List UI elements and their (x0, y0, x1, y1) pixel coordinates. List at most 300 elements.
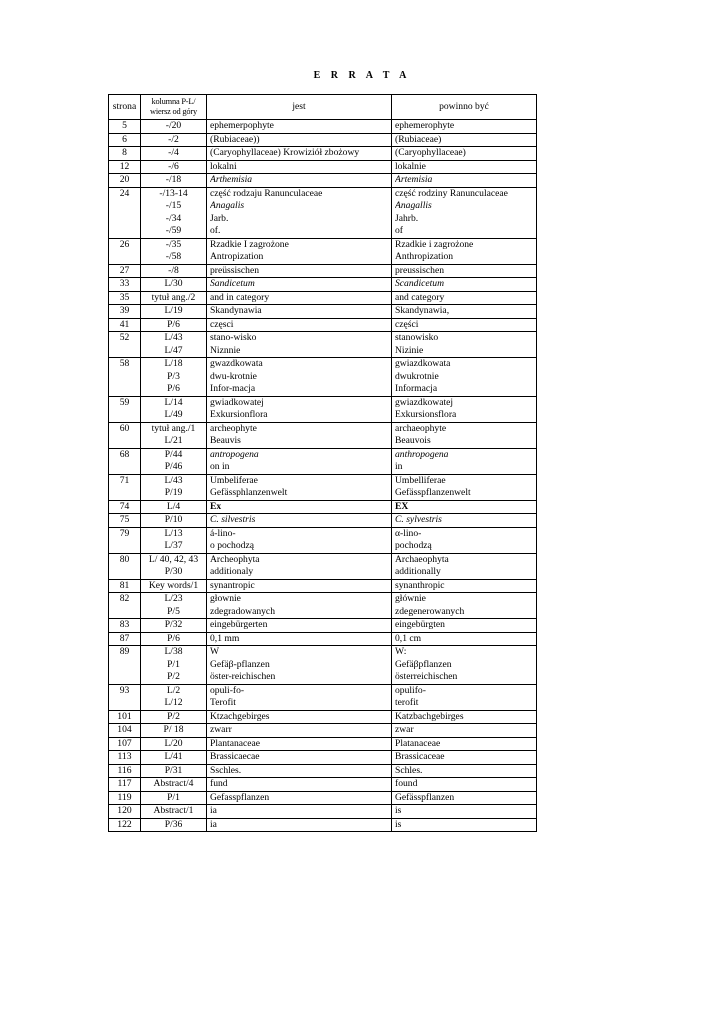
cell-line: Platanaceae (395, 737, 441, 749)
table-row (109, 291, 537, 305)
cell-line: -/58 (165, 251, 182, 262)
table-row (109, 619, 537, 633)
cell-line: lokalni (210, 160, 237, 172)
cell-jest (207, 305, 392, 319)
cell-strona: 117 (109, 778, 141, 792)
cell-line: Terofit (210, 697, 236, 708)
cell-strona: 71 (109, 474, 141, 500)
cell-line: Rzadkie I zagrożone (210, 238, 289, 250)
cell-line: lokalnie (395, 160, 426, 172)
cell-strona: 39 (109, 305, 141, 319)
cell-line: L/47 (164, 344, 183, 356)
cell-line: L/43 (164, 474, 183, 486)
cell-line: L/13 (164, 527, 183, 539)
cell-line: is (395, 818, 402, 830)
cell-powinno (392, 318, 537, 332)
cell-line: C. sylvestris (395, 514, 442, 525)
cell-kolumna (141, 474, 207, 500)
cell-line: zwarr (210, 724, 232, 735)
cell-line: Sandicetum (210, 278, 255, 289)
cell-jest (207, 684, 392, 710)
cell-strona: 89 (109, 646, 141, 685)
cell-kolumna (141, 318, 207, 332)
cell-jest (207, 332, 392, 358)
cell-line: P/6 (167, 632, 180, 644)
cell-strona: 35 (109, 291, 141, 305)
cell-line: część rodzaju Ranunculaceae (210, 187, 323, 199)
cell-jest (207, 632, 392, 646)
cell-line: stano-wisko (210, 332, 257, 343)
cell-line: P/ 18 (163, 724, 184, 735)
table-row (109, 500, 537, 514)
cell-line: ephemerpophyte (210, 120, 274, 131)
cell-line: tytuł ang./2 (151, 291, 196, 303)
cell-line: of. (210, 225, 221, 236)
cell-kolumna (141, 805, 207, 819)
cell-line: is (395, 805, 402, 816)
cell-line: Nizinie (395, 344, 424, 356)
cell-line: L/49 (164, 409, 183, 420)
cell-jest (207, 147, 392, 161)
cell-line: (Rubiaceae) (395, 133, 442, 145)
table-row (109, 646, 537, 685)
cell-powinno (392, 710, 537, 724)
cell-line: gwazdkowata (210, 358, 263, 369)
cell-line: L/ 40, 42, 43 (148, 553, 199, 565)
cell-line: P/2 (167, 710, 180, 722)
cell-line: (Caryophyllaceae) (395, 147, 466, 158)
cell-line: dwu-krotnie (210, 370, 257, 382)
cell-line: Jahrb. (395, 212, 419, 224)
cell-kolumna (141, 579, 207, 593)
cell-kolumna (141, 818, 207, 832)
cell-line: P/44 (164, 448, 183, 460)
cell-line: antropogena (210, 448, 259, 460)
table-row (109, 751, 537, 765)
cell-line: -/8 (168, 264, 179, 276)
table-row (109, 684, 537, 710)
cell-powinno (392, 737, 537, 751)
cell-strona: 107 (109, 737, 141, 751)
cell-kolumna (141, 358, 207, 397)
cell-line: Informacja (395, 383, 438, 394)
cell-kolumna (141, 553, 207, 579)
cell-line: L/23 (164, 593, 183, 604)
cell-line: -/2 (168, 133, 179, 145)
table-row (109, 160, 537, 174)
cell-line: P/46 (164, 461, 183, 472)
cell-powinno (392, 160, 537, 174)
cell-line: P/31 (164, 764, 183, 776)
cell-line: of (395, 225, 403, 236)
cell-powinno (392, 278, 537, 292)
cell-powinno (392, 120, 537, 134)
cell-strona: 93 (109, 684, 141, 710)
cell-kolumna (141, 120, 207, 134)
cell-powinno (392, 593, 537, 619)
cell-jest (207, 778, 392, 792)
cell-strona: 8 (109, 147, 141, 161)
cell-strona: 122 (109, 818, 141, 832)
cell-jest (207, 791, 392, 805)
cell-line: zdegradowanych (210, 605, 275, 617)
cell-strona: 33 (109, 278, 141, 292)
cell-kolumna (141, 332, 207, 358)
cell-line: Gefäβpflanzen (395, 658, 452, 670)
cell-line: ia (210, 818, 217, 830)
cell-line: Abstract/1 (153, 805, 194, 816)
cell-powinno (392, 646, 537, 685)
header-strona: strona (109, 95, 141, 120)
table-row (109, 358, 537, 397)
cell-line: C. silvestris (210, 514, 256, 525)
table-row (109, 422, 537, 448)
cell-jest (207, 514, 392, 528)
cell-jest (207, 710, 392, 724)
cell-line: L/20 (164, 737, 183, 749)
table-row (109, 724, 537, 738)
cell-line: preussischen (395, 264, 445, 276)
cell-powinno (392, 264, 537, 278)
cell-strona: 104 (109, 724, 141, 738)
cell-line: L/12 (164, 697, 183, 708)
cell-jest (207, 264, 392, 278)
cell-kolumna (141, 593, 207, 619)
cell-line: opuli-fo- (210, 684, 245, 696)
cell-line: Rzadkie i zagrożone (395, 238, 474, 250)
cell-strona: 5 (109, 120, 141, 134)
cell-line: -/6 (168, 160, 179, 172)
cell-line: o pochodzą (210, 540, 254, 551)
cell-line: 0,1 cm (395, 632, 422, 644)
cell-jest (207, 448, 392, 474)
cell-jest (207, 291, 392, 305)
cell-line: L/37 (164, 540, 183, 551)
cell-line: P/3 (167, 370, 180, 382)
cell-line: preüssischen (210, 264, 260, 276)
cell-line: -/35 (165, 238, 182, 250)
page-title: E R R A T A (313, 70, 411, 81)
cell-kolumna (141, 160, 207, 174)
table-row (109, 147, 537, 161)
cell-line: P/30 (164, 566, 183, 577)
cell-jest (207, 422, 392, 448)
cell-strona: 116 (109, 764, 141, 778)
cell-powinno (392, 619, 537, 633)
cell-line: Gefässpflanzenwelt (395, 487, 471, 498)
cell-powinno (392, 751, 537, 765)
cell-line: Jarb. (210, 212, 229, 224)
cell-jest (207, 646, 392, 685)
cell-line: Gefasspflanzen (210, 791, 270, 803)
cell-powinno (392, 818, 537, 832)
cell-powinno (392, 358, 537, 397)
cell-line: Scandicetum (395, 278, 445, 289)
cell-line: L/21 (164, 435, 183, 446)
cell-kolumna (141, 422, 207, 448)
cell-line: on in (210, 461, 230, 472)
cell-jest (207, 500, 392, 514)
cell-jest (207, 396, 392, 422)
cell-strona: 20 (109, 174, 141, 188)
cell-line: gwiazdkowata (395, 358, 451, 369)
table-row (109, 396, 537, 422)
cell-kolumna (141, 133, 207, 147)
cell-line: tytuł ang./1 (151, 422, 196, 434)
cell-kolumna (141, 764, 207, 778)
cell-line: P/6 (167, 318, 180, 330)
cell-line: Plantanaceae (210, 737, 261, 749)
cell-line: P/1 (167, 791, 180, 803)
cell-line: P/6 (167, 383, 180, 394)
header-jest: jest (207, 95, 392, 120)
table-row (109, 527, 537, 553)
cell-line: gwiadkowatej (210, 396, 264, 408)
table-row (109, 238, 537, 264)
cell-powinno (392, 514, 537, 528)
cell-jest (207, 474, 392, 500)
cell-strona: 52 (109, 332, 141, 358)
cell-jest (207, 358, 392, 397)
errata-table (108, 94, 537, 832)
cell-line: -/13-14 (159, 187, 188, 199)
table-row (109, 632, 537, 646)
cell-line: in (395, 461, 403, 472)
cell-jest (207, 818, 392, 832)
cell-powinno (392, 527, 537, 553)
table-row (109, 305, 537, 319)
cell-line: P/36 (164, 818, 183, 830)
table-row (109, 278, 537, 292)
cell-powinno (392, 174, 537, 188)
table-row (109, 805, 537, 819)
cell-kolumna (141, 684, 207, 710)
cell-line: L/4 (166, 500, 181, 512)
table-row (109, 818, 537, 832)
cell-line: and in category (210, 291, 270, 303)
cell-line: Exkursionsflora (395, 409, 457, 420)
cell-line: Niznnie (210, 344, 241, 356)
cell-kolumna (141, 619, 207, 633)
cell-line: -/15 (165, 200, 182, 211)
cell-line: found (395, 778, 418, 789)
cell-strona: 83 (109, 619, 141, 633)
cell-jest (207, 278, 392, 292)
cell-line: EX (395, 500, 409, 512)
cell-powinno (392, 684, 537, 710)
cell-line: część rodziny Ranunculaceae (395, 187, 508, 199)
cell-line: á-lino- (210, 527, 236, 539)
table-row (109, 448, 537, 474)
table-row (109, 710, 537, 724)
cell-jest (207, 751, 392, 765)
cell-powinno (392, 238, 537, 264)
cell-line: opulifo- (395, 684, 426, 696)
cell-line: P/19 (164, 487, 183, 498)
cell-line: Arthemisia (210, 174, 253, 185)
cell-jest (207, 160, 392, 174)
cell-line: P/5 (167, 605, 180, 617)
cell-line: -/4 (168, 147, 179, 158)
cell-line: Infor-macja (210, 383, 256, 394)
cell-line: P/2 (167, 671, 180, 682)
header-kolumna-line1: kolumna P-L/ (151, 97, 196, 106)
cell-line: Schles. (395, 764, 423, 776)
cell-line: Ktzachgebirges (210, 710, 270, 722)
cell-line: głownie (210, 593, 241, 604)
cell-strona: 80 (109, 553, 141, 579)
cell-kolumna (141, 710, 207, 724)
cell-line: dwukrotnie (395, 370, 439, 382)
cell-line: -/34 (165, 212, 182, 224)
cell-line: fund (210, 778, 228, 789)
cell-jest (207, 737, 392, 751)
cell-kolumna (141, 396, 207, 422)
cell-line: stanowisko (395, 332, 439, 343)
cell-line: öster-reichischen (210, 671, 276, 682)
table-row (109, 120, 537, 134)
cell-kolumna (141, 147, 207, 161)
table-row (109, 737, 537, 751)
cell-powinno (392, 187, 537, 238)
cell-strona: 41 (109, 318, 141, 332)
cell-powinno (392, 724, 537, 738)
cell-jest (207, 174, 392, 188)
cell-strona: 120 (109, 805, 141, 819)
cell-jest (207, 764, 392, 778)
cell-line: W (210, 646, 220, 657)
cell-line: Key words/1 (148, 579, 199, 591)
cell-kolumna (141, 305, 207, 319)
table-row (109, 174, 537, 188)
cell-line: Archaeophyta (395, 553, 449, 565)
cell-line: Artemisia (395, 174, 433, 185)
cell-line: eingebürgerten (210, 619, 268, 630)
cell-kolumna (141, 238, 207, 264)
cell-line: synanthropic (395, 579, 445, 591)
table-row (109, 764, 537, 778)
cell-line: L/38 (164, 646, 183, 657)
cell-kolumna (141, 264, 207, 278)
cell-powinno (392, 422, 537, 448)
cell-strona: 60 (109, 422, 141, 448)
cell-line: Brassicaecae (210, 751, 260, 762)
cell-kolumna (141, 737, 207, 751)
cell-kolumna (141, 448, 207, 474)
cell-kolumna (141, 278, 207, 292)
table-row (109, 553, 537, 579)
cell-jest (207, 619, 392, 633)
cell-line: częsci (210, 318, 234, 330)
cell-powinno (392, 632, 537, 646)
cell-strona: 68 (109, 448, 141, 474)
cell-powinno (392, 764, 537, 778)
cell-line: Skandynawia, (395, 305, 450, 316)
cell-strona: 26 (109, 238, 141, 264)
cell-line: Beauvois (395, 435, 431, 446)
cell-line: L/43 (164, 332, 183, 343)
table-row (109, 778, 537, 792)
header-powinno: powinno być (392, 95, 537, 120)
errata-rows (109, 120, 537, 832)
cell-strona: 75 (109, 514, 141, 528)
cell-line: Sschles. (210, 764, 242, 776)
cell-line: Exkursionflora (210, 409, 268, 420)
cell-line: Gefässpflanzen (395, 791, 455, 803)
cell-line: -/59 (165, 225, 182, 236)
cell-strona: 59 (109, 396, 141, 422)
cell-powinno (392, 305, 537, 319)
cell-line: Anagallis (395, 200, 432, 211)
cell-line: L/30 (164, 278, 183, 289)
cell-line: ia (210, 805, 217, 816)
cell-line: Brassicaceae (395, 751, 445, 762)
cell-line: L/19 (164, 305, 183, 316)
cell-jest (207, 724, 392, 738)
cell-kolumna (141, 514, 207, 528)
cell-jest (207, 187, 392, 238)
cell-powinno (392, 396, 537, 422)
cell-strona: 81 (109, 579, 141, 593)
cell-kolumna (141, 187, 207, 238)
cell-jest (207, 238, 392, 264)
cell-line: W: (395, 646, 407, 657)
cell-jest (207, 593, 392, 619)
cell-line: additionaly (210, 566, 254, 577)
cell-line: pochodzą (395, 540, 432, 551)
cell-kolumna (141, 791, 207, 805)
cell-line: zdegenerowanych (395, 605, 465, 617)
cell-line: Beauvis (210, 435, 241, 446)
cell-line: -/18 (165, 174, 182, 185)
cell-powinno (392, 778, 537, 792)
table-row (109, 187, 537, 238)
cell-line: Katzbachgebirges (395, 710, 464, 722)
cell-line: Skandynawia (210, 305, 262, 316)
table-row (109, 474, 537, 500)
cell-line: (Rubiaceae)) (210, 133, 260, 145)
cell-powinno (392, 579, 537, 593)
cell-line: P/32 (164, 619, 183, 630)
table-row (109, 264, 537, 278)
cell-line: Gefässphlanzenwelt (210, 487, 288, 498)
cell-jest (207, 579, 392, 593)
cell-line: głównie (395, 593, 426, 604)
cell-line: α-lino- (395, 527, 422, 539)
cell-jest (207, 318, 392, 332)
cell-line: Umbeliferae (210, 474, 258, 486)
header-kolumna-line2: wiersz od góry (150, 107, 197, 116)
cell-kolumna (141, 778, 207, 792)
cell-strona: 79 (109, 527, 141, 553)
cell-line: synantropic (210, 579, 255, 591)
cell-line: archeophyte (210, 422, 257, 434)
cell-strona: 6 (109, 133, 141, 147)
cell-jest (207, 133, 392, 147)
cell-line: (Caryophyllaceae) Krowiziół zbożowy (210, 147, 360, 158)
cell-kolumna (141, 500, 207, 514)
cell-kolumna (141, 751, 207, 765)
cell-kolumna (141, 174, 207, 188)
cell-kolumna (141, 291, 207, 305)
cell-strona: 74 (109, 500, 141, 514)
cell-strona: 12 (109, 160, 141, 174)
cell-line: gwiazdkowatej (395, 396, 454, 408)
cell-line: L/14 (164, 396, 183, 408)
cell-line: części (395, 318, 419, 330)
cell-line: P/10 (164, 514, 183, 525)
cell-jest (207, 120, 392, 134)
